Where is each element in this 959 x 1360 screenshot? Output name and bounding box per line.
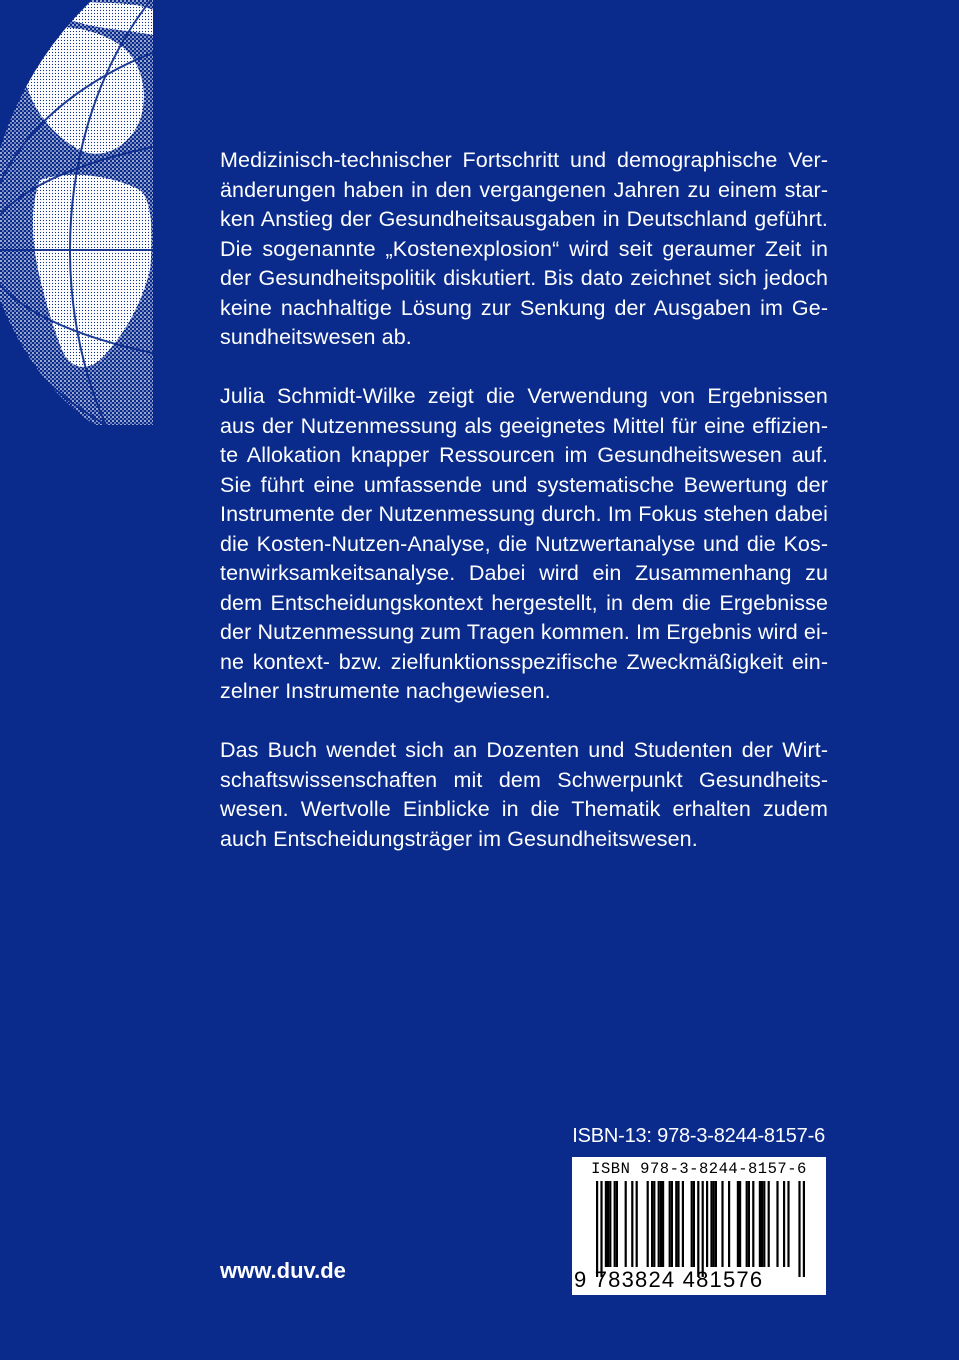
isbn-label: ISBN-13: 978-3-8244-8157-6	[572, 1125, 825, 1147]
barcode-bar	[748, 1181, 750, 1267]
barcode-top-text: ISBN 978-3-8244-8157-6	[591, 1160, 807, 1178]
blurb-paragraph: Das Buch wendet sich an Dozenten und Studenten der Wirtschaftswissenschaften mit dem Schwerpunkt Gesundheitswesen. Wertvolle Einblicke in die Thematik erhalten zudem auch Entscheidungsträger im Gesundheitswesen.	[220, 738, 828, 851]
blurb-paragraph: Medizinisch-technischer Fortschritt und demographische Veränderungen haben in den vergangenen Jahren zu einem starken Anstieg der Gesundheitsausgaben in Deutschland geführt. Die sogenannte „Kostenexplosion“ wird seit geraumer Zeit in der Gesundheitspolitik diskutiert. Bis dato zeichnet sich jedoch keine nachhaltige Lösung zur Senkung der Ausgaben im Gesundheitswesen ab.	[220, 148, 828, 349]
blurb-paragraph: Julia Schmidt-Wilke zeigt die Verwendung von Ergebnissen aus der Nutzenmessung als geeignetes Mittel für eine effiziente Allokation knapper Ressourcen im Gesundheitswesen auf. Sie führt eine umfassende und systematische Bewertung der Instrumente der Nutzenmessung durch. Im Fokus stehen dabei die Kosten-Nutzen-Analyse, die Nutzwertanalyse und die Kostenwirksamkeitsanalyse. Dabei wird ein Zusammenhang zu dem Entscheidungskontext hergestellt, in dem die Ergebnisse der Nutzenmessung zum Tragen kommen. Im Ergebnis wird eine kontext- bzw. zielfunktionsspezifische Zweckmäßigkeit einzelner Instrumente nachgewiesen.	[220, 384, 828, 703]
barcode-bar	[728, 1181, 730, 1267]
barcode-bar	[658, 1181, 660, 1267]
barcode-bar	[693, 1181, 695, 1267]
barcode-bar	[691, 1181, 693, 1267]
barcode-bar	[752, 1181, 754, 1267]
barcode-bar	[759, 1181, 761, 1267]
globe-icon	[0, 0, 153, 425]
globe-image	[0, 0, 153, 425]
barcode-bar	[600, 1181, 602, 1277]
barcode-bar	[763, 1181, 765, 1267]
barcode-bar	[803, 1181, 805, 1277]
barcode-bar	[616, 1181, 618, 1267]
barcode-bar	[631, 1181, 633, 1267]
barcode-bar	[675, 1181, 677, 1267]
barcode-bar	[609, 1181, 611, 1267]
barcode-bar	[715, 1181, 717, 1267]
website-url: www.duv.de	[220, 1258, 346, 1283]
barcode-digits: 9 783824 481576	[574, 1267, 764, 1292]
barcode-bar	[776, 1181, 778, 1267]
barcode-bar	[798, 1181, 800, 1277]
barcode-bar	[721, 1181, 723, 1267]
barcode-bar	[677, 1181, 679, 1267]
barcode-bar	[660, 1181, 662, 1267]
barcode-bar	[636, 1181, 638, 1267]
barcode-bar	[713, 1181, 715, 1267]
barcode-bar	[614, 1181, 616, 1267]
barcode-bar	[787, 1181, 789, 1267]
barcode-bar	[768, 1181, 770, 1267]
barcode-bar	[737, 1181, 739, 1267]
barcode-bar	[761, 1181, 763, 1267]
barcode-bar	[596, 1181, 598, 1277]
barcode-bar	[671, 1181, 673, 1267]
barcode-bar	[653, 1181, 655, 1267]
barcode-bar	[706, 1181, 708, 1267]
barcode-bar	[697, 1181, 699, 1277]
barcode	[572, 1157, 826, 1295]
barcode-bar	[651, 1181, 653, 1267]
barcode-bar	[669, 1181, 671, 1267]
barcode-bar	[746, 1181, 748, 1267]
barcode-bar	[647, 1181, 649, 1267]
barcode-bar	[607, 1181, 609, 1267]
barcode-bar	[783, 1181, 785, 1267]
barcode-bar	[625, 1181, 627, 1267]
barcode-bars	[580, 1181, 818, 1279]
barcode-bar	[710, 1181, 712, 1267]
barcode-bar	[605, 1181, 607, 1267]
barcode-bar	[662, 1181, 664, 1267]
barcode-bar	[682, 1181, 684, 1267]
barcode-bar	[739, 1181, 741, 1267]
barcode-bar	[702, 1181, 704, 1277]
blurb-text	[220, 146, 828, 884]
